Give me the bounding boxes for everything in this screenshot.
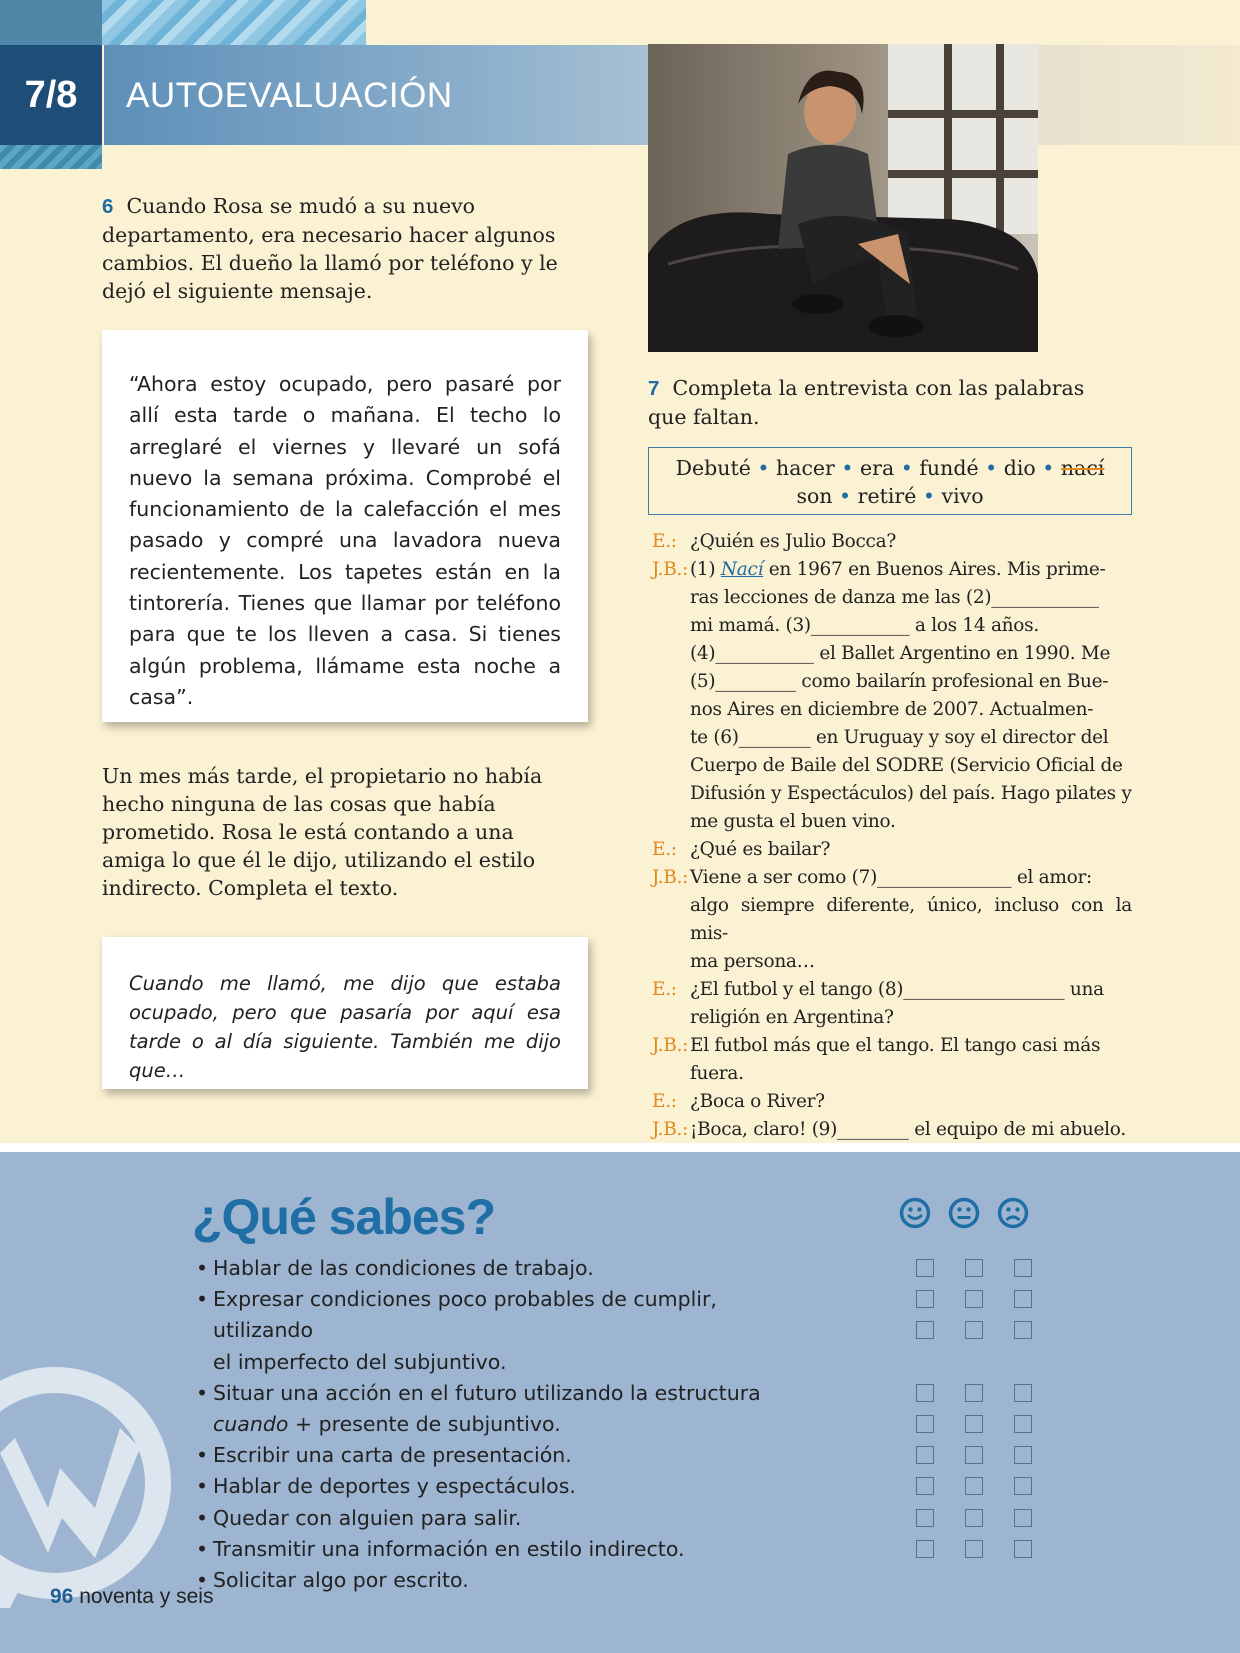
skill-text: • Escribir una carta de presentación. xyxy=(213,1443,572,1468)
speaker-label: E.: xyxy=(652,1091,677,1112)
dialog-line xyxy=(652,1032,1132,1088)
word-bank-word: vivo xyxy=(941,484,984,508)
dialog-text: algo siempre diferente, único, incluso con la mis- xyxy=(690,895,1132,944)
speaker-label xyxy=(652,892,690,948)
unit-badge: 7/8 xyxy=(0,45,102,145)
dialog-line xyxy=(652,948,1132,976)
checkbox-good[interactable] xyxy=(916,1384,934,1402)
speaker-label: J.B.: xyxy=(652,559,689,580)
dialog-text: (5)_________ como bailarín profesional en Bue- xyxy=(690,671,1109,692)
dialog-text: (4)___________ el Ballet Argentino en 1990. Me xyxy=(690,643,1111,664)
skill-item xyxy=(196,1284,816,1378)
speaker-label xyxy=(652,696,690,724)
dialog-text: mi mamá. (3)___________ a los 14 años. xyxy=(690,615,1039,636)
checkbox-bad[interactable] xyxy=(1014,1290,1032,1308)
skill-text: • Solicitar algo por escrito. xyxy=(213,1568,469,1593)
checkbox-ok[interactable] xyxy=(965,1321,983,1339)
interview-photo xyxy=(648,44,1038,352)
dialog-line xyxy=(652,612,1132,640)
checkbox-ok[interactable] xyxy=(965,1477,983,1495)
dialog-text: Difusión y Espectáculos) del país. Hago pilates y xyxy=(690,783,1132,804)
dialog-line xyxy=(652,640,1132,668)
speaker-label: J.B.: xyxy=(652,1035,689,1056)
checkbox-good[interactable] xyxy=(916,1446,934,1464)
skill-text: • Expresar condiciones poco probables de cumplir, utilizando xyxy=(213,1287,717,1343)
skill-text: el imperfecto del subjuntivo. xyxy=(213,1349,507,1374)
checkbox-good[interactable] xyxy=(916,1321,934,1339)
speaker-label xyxy=(652,752,690,780)
dialog-line xyxy=(652,864,1132,892)
dialog-text: Viene a ser como (7)_______________ el amor: xyxy=(690,867,1092,888)
happy-face-icon xyxy=(899,1197,931,1229)
exercise6-number: 6 xyxy=(102,195,114,218)
checkbox-ok[interactable] xyxy=(965,1384,983,1402)
dialog-text: me gusta el buen vino. xyxy=(690,811,896,832)
checkbox-ok[interactable] xyxy=(965,1446,983,1464)
dialog-line xyxy=(652,724,1132,752)
speaker-label xyxy=(652,808,690,836)
checkbox-ok[interactable] xyxy=(965,1509,983,1527)
exercise7-instruction-text: Completa la entrevista con las palabras que faltan. xyxy=(648,376,1085,429)
word-bank-word: era xyxy=(860,456,895,480)
checkbox-ok[interactable] xyxy=(965,1540,983,1558)
checkbox-ok[interactable] xyxy=(965,1290,983,1308)
unit-pattern xyxy=(0,145,102,169)
dialog-line xyxy=(652,556,1132,584)
header-top-strip xyxy=(0,0,102,45)
dialog-line xyxy=(652,1088,1132,1116)
skill-text: • Hablar de las condiciones de trabajo. xyxy=(213,1256,594,1280)
word-bank-word: Debuté xyxy=(675,456,751,480)
word-bank-word-used: nací xyxy=(1060,456,1105,480)
speaker-label xyxy=(652,1004,690,1032)
checkbox-good[interactable] xyxy=(916,1509,934,1527)
checkbox-good[interactable] xyxy=(916,1290,934,1308)
speaker-label xyxy=(652,668,690,696)
checkbox-bad[interactable] xyxy=(1014,1415,1032,1433)
checkbox-good[interactable] xyxy=(916,1540,934,1558)
exercise7-number: 7 xyxy=(648,377,660,400)
dialog-line xyxy=(652,976,1132,1004)
dialog-text-part: (1) xyxy=(690,559,721,580)
skill-text: • Hablar de deportes y espectáculos. xyxy=(213,1474,576,1499)
checkbox-good[interactable] xyxy=(916,1477,934,1495)
dialog-text: Cuerpo de Baile del SODRE (Servicio Oficial de xyxy=(690,755,1123,776)
skill-text xyxy=(213,1409,816,1440)
skill-item xyxy=(196,1471,816,1502)
dialog-line xyxy=(652,668,1132,696)
dialog-line xyxy=(652,1004,1132,1032)
speaker-label xyxy=(652,640,690,668)
speaker-label: J.B.: xyxy=(652,867,689,888)
word-bank-word: son xyxy=(796,484,833,508)
dialog-text xyxy=(690,556,1132,584)
page-footer xyxy=(50,1585,213,1609)
skill-item xyxy=(196,1565,816,1596)
skill-text: • Situar una acción en el futuro utilizando la estructura xyxy=(213,1380,761,1405)
speaker-label xyxy=(652,948,690,976)
dialog-text: ras lecciones de danza me las (2)____________ xyxy=(690,587,1099,608)
checkbox-bad[interactable] xyxy=(1014,1446,1032,1464)
dialog-line xyxy=(652,584,1132,612)
page-number-words: noventa y seis xyxy=(79,1585,214,1608)
dialog-text: ¡Boca, claro! (9)________ el equipo de mi abuelo. xyxy=(690,1119,1126,1140)
neutral-face-icon xyxy=(948,1197,980,1229)
dialog-line xyxy=(652,528,1132,556)
answer-start-text: Cuando me llamó, me dijo que estaba ocupado, pero que pasaría por aquí esa tarde o al día siguiente. También me dijo que… xyxy=(129,972,561,1082)
dialog-text: ¿El futbol y el tango (8)__________________ una xyxy=(690,979,1104,1000)
example-answer: Nací xyxy=(720,559,764,580)
skill-text-italic: cuando xyxy=(213,1412,289,1437)
skill-item xyxy=(196,1253,816,1284)
speaker-label xyxy=(652,780,690,808)
checkbox-bad[interactable] xyxy=(1014,1540,1032,1558)
dialog-text: ¿Boca o River? xyxy=(690,1091,825,1112)
skill-item xyxy=(196,1378,816,1440)
landlord-message: “Ahora estoy ocupado, pero pasaré por allí esta tarde o mañana. El techo lo arreglaré el viernes y llevaré un sofá nuevo la semana próxima. Comprobé el funcionamiento de la calefacción el mes pasado y compré una lavadora nueva recientemente. Los tapetes están en la tintorería. Tienes que llamar por teléfono para que te los lleven a casa. Si tienes algún problema, llámame esta noche a casa”. xyxy=(129,372,561,709)
publisher-logo xyxy=(0,1358,180,1608)
speaker-label xyxy=(652,584,690,612)
skill-item xyxy=(196,1534,816,1565)
dialog-line xyxy=(652,780,1132,808)
checkbox-bad[interactable] xyxy=(1014,1321,1032,1339)
speaker-label xyxy=(652,724,690,752)
que-sabes-title: ¿Qué sabes? xyxy=(192,1189,495,1245)
skills-list xyxy=(196,1253,816,1596)
skill-item xyxy=(196,1440,816,1471)
skill-text-rest: + presente de subjuntivo. xyxy=(288,1412,561,1437)
sad-face-icon xyxy=(997,1197,1029,1229)
skill-text: • Quedar con alguien para salir. xyxy=(213,1505,522,1530)
page-title: AUTOEVALUACIÓN xyxy=(126,76,453,115)
skill-text: • Transmitir una información en estilo indirecto. xyxy=(213,1536,685,1561)
dialog-text: te (6)________ en Uruguay y soy el director del xyxy=(690,727,1109,748)
dialog-text-part: en 1967 en Buenos Aires. Mis prime- xyxy=(763,559,1106,580)
checkbox-bad[interactable] xyxy=(1014,1509,1032,1527)
checkbox-ok[interactable] xyxy=(965,1259,983,1277)
speaker-label xyxy=(652,612,690,640)
exercise7-instruction xyxy=(648,374,1128,432)
dialog-text: El futbol más que el tango. El tango casi más fuera. xyxy=(690,1035,1101,1084)
dialog-line xyxy=(652,752,1132,780)
dialog-text: ¿Qué es bailar? xyxy=(690,839,831,860)
interview-dialog xyxy=(652,528,1132,1144)
dialog-line xyxy=(652,836,1132,864)
dialog-text: ma persona… xyxy=(690,951,815,972)
exercise6-intro xyxy=(102,192,562,305)
checkbox-good[interactable] xyxy=(916,1415,934,1433)
checkbox-ok[interactable] xyxy=(965,1415,983,1433)
header-fade xyxy=(1038,45,1240,145)
dialog-line xyxy=(652,696,1132,724)
checkbox-bad[interactable] xyxy=(1014,1477,1032,1495)
speaker-label: E.: xyxy=(652,531,677,552)
dialog-text: ¿Quién es Julio Bocca? xyxy=(690,531,896,552)
checkbox-bad[interactable] xyxy=(1014,1259,1032,1277)
dialog-line xyxy=(652,892,1132,948)
header-pattern xyxy=(102,0,366,45)
word-bank-word: dio xyxy=(1003,456,1036,480)
speaker-label: E.: xyxy=(652,979,677,1000)
checkbox-bad[interactable] xyxy=(1014,1384,1032,1402)
dialog-text: nos Aires en diciembre de 2007. Actualmen- xyxy=(690,699,1094,720)
checkbox-good[interactable] xyxy=(916,1259,934,1277)
word-bank: Debuté • hacer • era • fundé • dio • nací son • retiré • vivo xyxy=(648,447,1132,515)
dialog-line xyxy=(652,808,1132,836)
skill-item xyxy=(196,1503,816,1534)
dialog-text: religión en Argentina? xyxy=(690,1007,894,1028)
page-number: 96 xyxy=(50,1585,74,1608)
exercise6-second-intro: Un mes más tarde, el propietario no había hecho ninguna de las cosas que había prometido. Rosa le está contando a una amiga lo que él le dijo, utilizando el estilo indirecto. Completa el texto. xyxy=(102,764,543,900)
speaker-label: E.: xyxy=(652,839,677,860)
word-bank-word: retiré xyxy=(857,484,917,508)
word-bank-word: hacer xyxy=(776,456,835,480)
word-bank-word: fundé xyxy=(919,456,979,480)
section-divider xyxy=(0,1143,1240,1152)
exercise6-intro-text: Cuando Rosa se mudó a su nuevo departamento, era necesario hacer algunos cambios. El dueño la llamó por teléfono y le dejó el siguiente mensaje. xyxy=(102,194,558,303)
speaker-label: J.B.: xyxy=(652,1119,689,1140)
dialog-line xyxy=(652,1116,1132,1144)
